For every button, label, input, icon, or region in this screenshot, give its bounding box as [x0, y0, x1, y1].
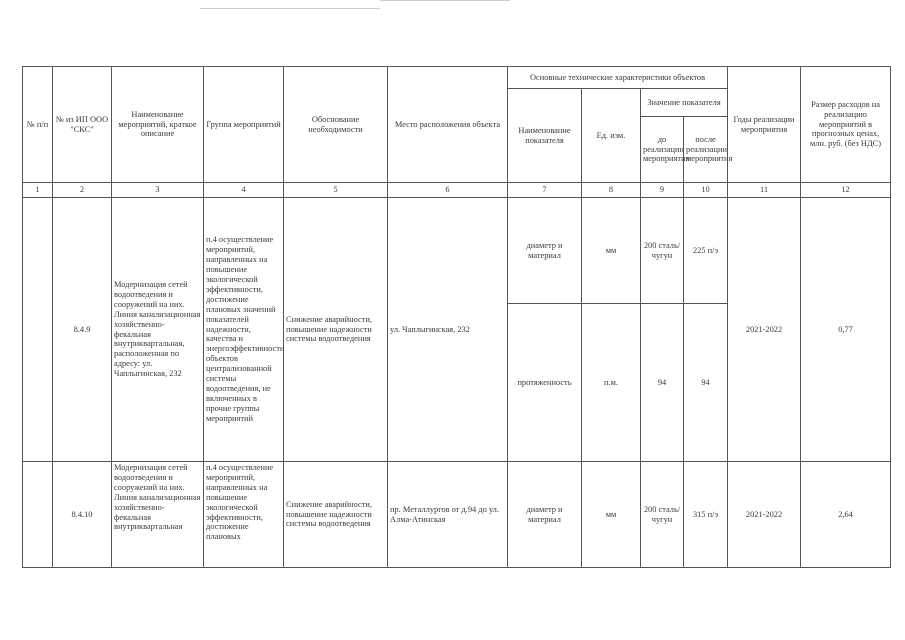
scan-line-left: [200, 8, 380, 9]
value-after: 315 п/э: [684, 462, 728, 568]
header-before: до реализации мероприятия: [641, 117, 684, 183]
value-after: 94: [684, 304, 728, 462]
investment-program-table: [22, 66, 891, 568]
scan-line-right: [380, 0, 510, 1]
col-number: 3: [112, 183, 204, 198]
description-text: Модернизация сетей водоотведения и сооружений на них. Линия канализационная хозяйственно-фекальная внутриквартальная: [114, 463, 201, 532]
indicator-unit: мм: [582, 462, 641, 568]
col-number: 5: [284, 183, 388, 198]
description: [112, 462, 204, 568]
indicator-name: диаметр и материал: [508, 198, 582, 304]
table-row: [23, 462, 891, 568]
header-indicator-value: Значение показателя: [641, 89, 728, 117]
col-number: 8: [582, 183, 641, 198]
description: Модернизация сетей водоотведения и сооружений на них. Линия канализационная хозяйственно-фекальная внутриквартальная, расположенная по адресу: ул. Чаплыгинская, 232: [112, 198, 204, 462]
implementation-years: 2021-2022: [728, 198, 801, 462]
header-row-number: № п/п: [23, 67, 53, 183]
header-tech-characteristics: Основные технические характеристики объектов: [508, 67, 728, 89]
location: ул. Чаплыгинская, 232: [388, 198, 508, 462]
header-ip-number: № из ИП ООО "СКС": [53, 67, 112, 183]
column-numbers-row: [23, 183, 891, 198]
header-description: Наименование мероприятий, краткое описание: [112, 67, 204, 183]
header-indicator-name: Наименование показателя: [508, 89, 582, 183]
header-after: после реализации мероприятия: [684, 117, 728, 183]
ip-number: 8.4.9: [53, 198, 112, 462]
header-unit: Ед. изм.: [582, 89, 641, 183]
header-group: Группа мероприятий: [204, 67, 284, 183]
value-before: 200 сталь/чугун: [641, 462, 684, 568]
col-number: 4: [204, 183, 284, 198]
cost-value: 2,64: [801, 462, 891, 568]
cost-value: 0,77: [801, 198, 891, 462]
table-row: [23, 198, 891, 304]
indicator-name: диаметр и материал: [508, 462, 582, 568]
row-number: [23, 198, 53, 462]
header-justification: Обоснование необходимости: [284, 67, 388, 183]
event-group: п.4 осуществление мероприятий, направленных на повышение экологической эффективности, достижение плановых значений показателей надежности, качества и энергоэффективности объектов централизованной системы водоотведения, не включенных в прочие группы мероприятий: [204, 198, 284, 462]
col-number: 11: [728, 183, 801, 198]
ip-number: 8.4.10: [53, 462, 112, 568]
justification: Снижение аварийности, повышение надежности системы водоотведения: [284, 198, 388, 462]
header-cost: Размер расходов на реализацию мероприятий в прогнозных ценах, млн. руб. (без НДС): [801, 67, 891, 183]
col-number: 9: [641, 183, 684, 198]
event-group-text: п.4 осуществление мероприятий, направленных на повышение экологической эффективности, достижение плановых: [206, 463, 274, 542]
indicator-unit: п.м.: [582, 304, 641, 462]
header-location: Место расположения объекта: [388, 67, 508, 183]
value-before: 94: [641, 304, 684, 462]
col-number: 12: [801, 183, 891, 198]
header-row-1: [23, 67, 891, 89]
value-after: 225 п/э: [684, 198, 728, 304]
event-group: [204, 462, 284, 568]
col-number: 7: [508, 183, 582, 198]
value-before: 200 сталь/чугун: [641, 198, 684, 304]
justification: Снижение аварийности, повышение надежности системы водоотведения: [284, 462, 388, 568]
indicator-name: протяженность: [508, 304, 582, 462]
header-years: Годы реализации мероприятия: [728, 67, 801, 183]
col-number: 1: [23, 183, 53, 198]
row-number: [23, 462, 53, 568]
indicator-unit: мм: [582, 198, 641, 304]
col-number: 2: [53, 183, 112, 198]
col-number: 6: [388, 183, 508, 198]
implementation-years: 2021-2022: [728, 462, 801, 568]
col-number: 10: [684, 183, 728, 198]
location: пр. Металлургов от д.94 до ул. Алма-Атинская: [388, 462, 508, 568]
